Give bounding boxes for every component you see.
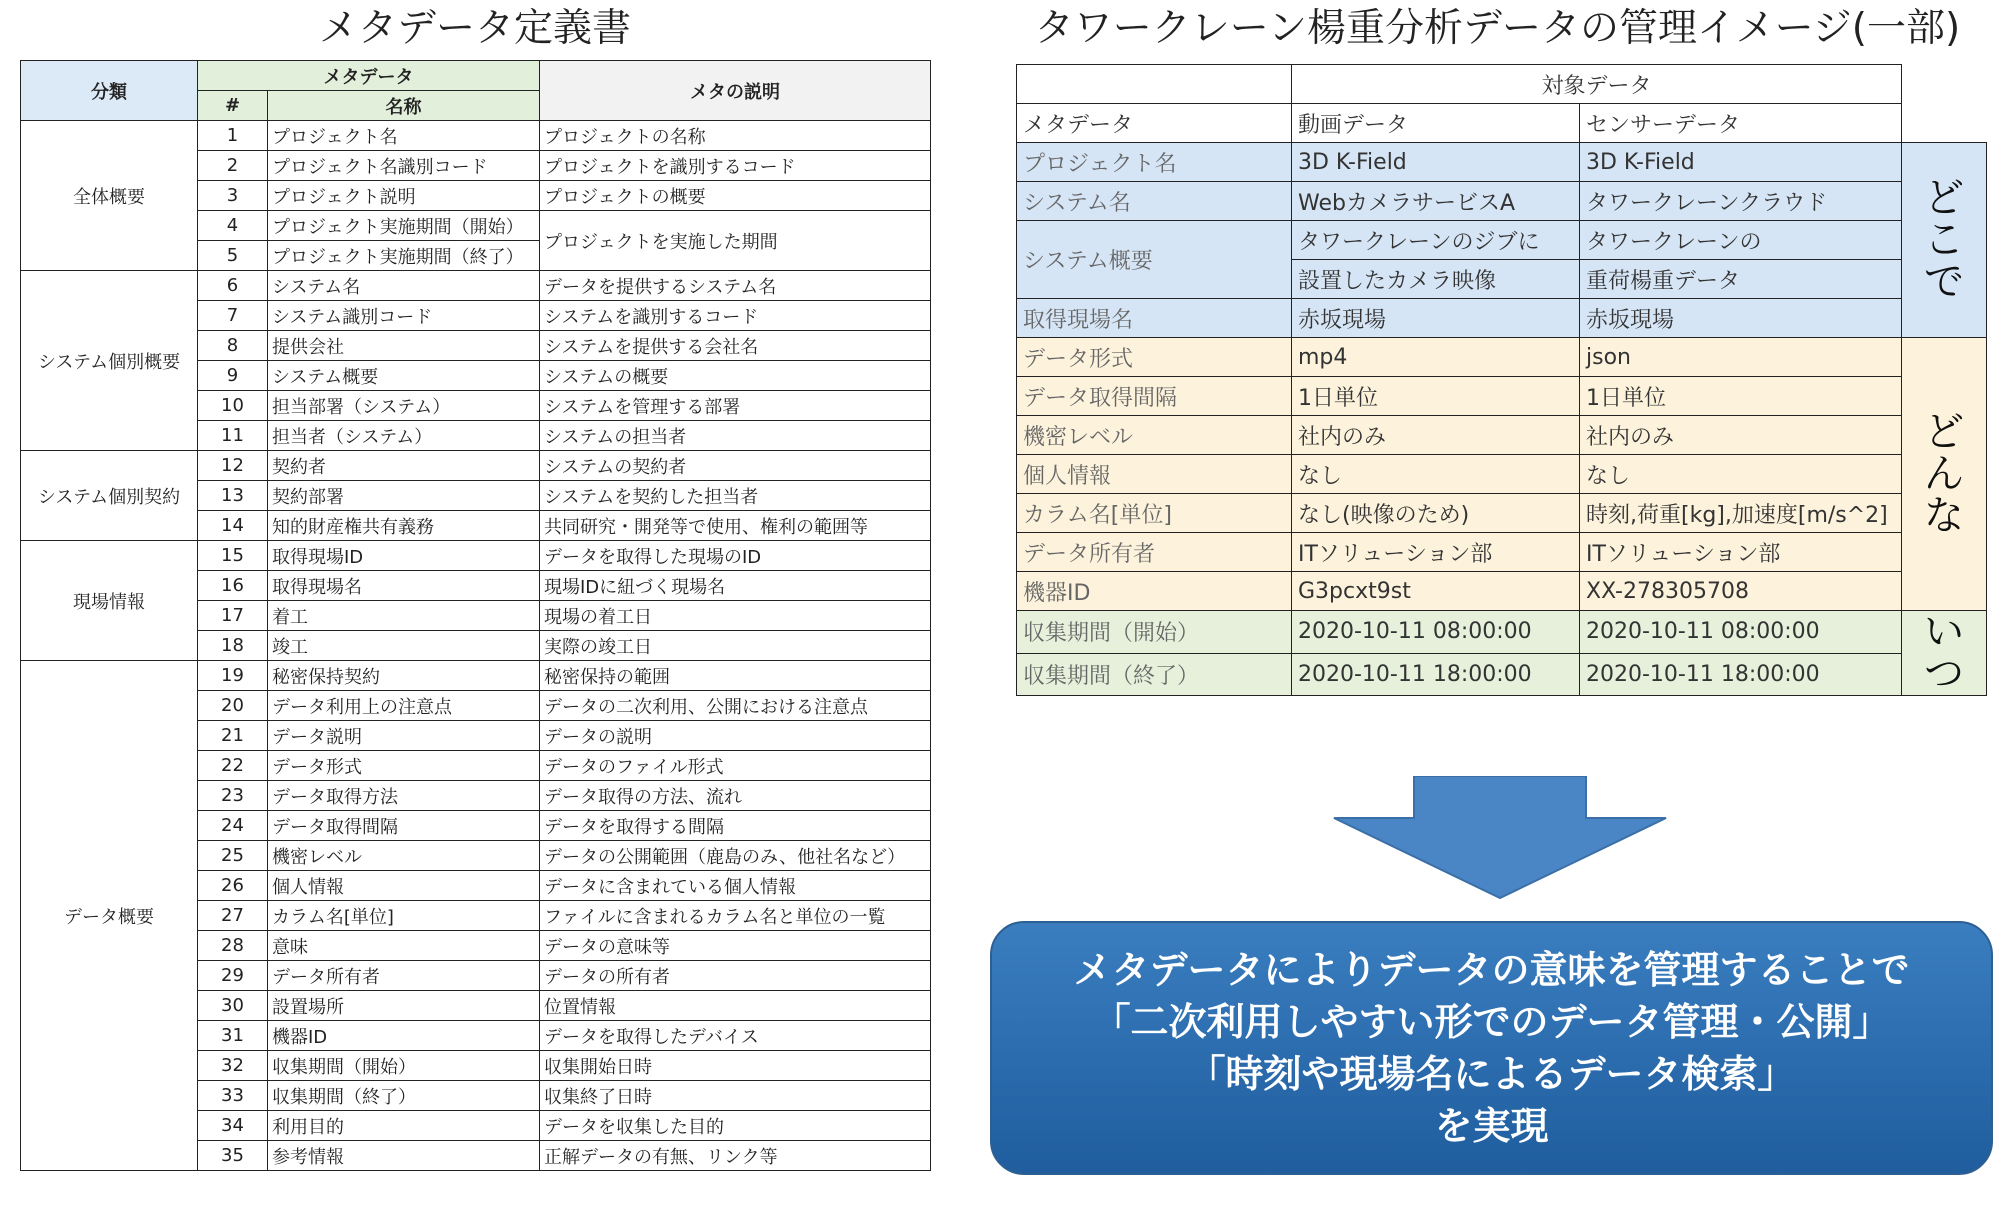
row-number: 23 bbox=[198, 781, 268, 811]
row-number: 17 bbox=[198, 601, 268, 631]
group-label-char: ん bbox=[1924, 451, 1965, 497]
mgmt-sensor-cell: 社内のみ bbox=[1580, 416, 1902, 455]
row-description: データを収集した目的 bbox=[540, 1111, 931, 1141]
row-description: システムを識別するコード bbox=[540, 301, 931, 331]
mgmt-sensor-cell: json bbox=[1580, 338, 1902, 377]
group-label-char: ど bbox=[1924, 175, 1965, 221]
row-description: データの二次利用、公開における注意点 bbox=[540, 691, 931, 721]
mgmt-sensor-cell: 重荷楊重データ bbox=[1580, 260, 1902, 299]
row-name: 参考情報 bbox=[268, 1141, 540, 1171]
row-number: 19 bbox=[198, 661, 268, 691]
row-name: プロジェクト名識別コード bbox=[268, 151, 540, 181]
row-description: 秘密保持の範囲 bbox=[540, 661, 931, 691]
mgmt-meta-cell: 機器ID bbox=[1017, 572, 1292, 611]
row-description: ファイルに含まれるカラム名と単位の一覧 bbox=[540, 901, 931, 931]
row-number: 18 bbox=[198, 631, 268, 661]
row-name: 着工 bbox=[268, 601, 540, 631]
row-name: 収集期間（開始） bbox=[268, 1051, 540, 1081]
left-title: メタデータ定義書 bbox=[318, 6, 631, 51]
mgmt-col-video: 動画データ bbox=[1292, 104, 1580, 143]
header-name: 名称 bbox=[268, 91, 540, 121]
summary-box bbox=[990, 921, 1993, 1175]
mgmt-meta-cell: 個人情報 bbox=[1017, 455, 1292, 494]
mgmt-video-cell: ITソリューション部 bbox=[1292, 533, 1580, 572]
mgmt-corner-cell bbox=[1017, 65, 1292, 104]
row-name: データ説明 bbox=[268, 721, 540, 751]
row-name: 収集期間（終了） bbox=[268, 1081, 540, 1111]
mgmt-meta-cell: データ形式 bbox=[1017, 338, 1292, 377]
mgmt-sensor-cell: 赤坂現場 bbox=[1580, 299, 1902, 338]
row-number: 15 bbox=[198, 541, 268, 571]
table-row bbox=[1017, 182, 1987, 221]
mgmt-video-cell: 2020-10-11 08:00:00 bbox=[1292, 611, 1580, 654]
mgmt-video-cell: なし bbox=[1292, 455, 1580, 494]
mgmt-meta-cell: カラム名[単位] bbox=[1017, 494, 1292, 533]
row-description: システムの担当者 bbox=[540, 421, 931, 451]
table-row bbox=[1017, 455, 1987, 494]
row-number: 31 bbox=[198, 1021, 268, 1051]
table-row bbox=[1017, 611, 1987, 654]
mgmt-video-cell: 社内のみ bbox=[1292, 416, 1580, 455]
group-label-char: で bbox=[1924, 259, 1965, 305]
row-number: 3 bbox=[198, 181, 268, 211]
group-label-char: つ bbox=[1924, 651, 1965, 696]
table-row bbox=[21, 121, 931, 151]
row-number: 32 bbox=[198, 1051, 268, 1081]
summary-line-4: を実現 bbox=[1434, 1104, 1549, 1148]
table-row bbox=[21, 541, 931, 571]
row-name: 提供会社 bbox=[268, 331, 540, 361]
table-row bbox=[1017, 494, 1987, 533]
row-description: 現場の着工日 bbox=[540, 601, 931, 631]
row-name: プロジェクト名 bbox=[268, 121, 540, 151]
row-number: 6 bbox=[198, 271, 268, 301]
table-row bbox=[1017, 377, 1987, 416]
mgmt-meta-cell: システム名 bbox=[1017, 182, 1292, 221]
header-number: # bbox=[198, 91, 268, 121]
mgmt-video-cell: 設置したカメラ映像 bbox=[1292, 260, 1580, 299]
row-name: データ取得方法 bbox=[268, 781, 540, 811]
row-name: 担当部署（システム） bbox=[268, 391, 540, 421]
row-number: 35 bbox=[198, 1141, 268, 1171]
row-name: システム識別コード bbox=[268, 301, 540, 331]
header-description: メタの説明 bbox=[540, 61, 931, 121]
row-number: 34 bbox=[198, 1111, 268, 1141]
management-rows bbox=[1017, 143, 1987, 696]
table-row bbox=[1017, 572, 1987, 611]
table-row bbox=[1017, 299, 1987, 338]
mgmt-meta-cell: 収集期間（開始） bbox=[1017, 611, 1292, 654]
table-row bbox=[1017, 416, 1987, 455]
mgmt-meta-cell: プロジェクト名 bbox=[1017, 143, 1292, 182]
mgmt-sensor-cell: タワークレーンクラウド bbox=[1580, 182, 1902, 221]
mgmt-video-cell: 赤坂現場 bbox=[1292, 299, 1580, 338]
row-description: 収集開始日時 bbox=[540, 1051, 931, 1081]
row-number: 13 bbox=[198, 481, 268, 511]
row-description: データを提供するシステム名 bbox=[540, 271, 931, 301]
table-row bbox=[1017, 143, 1987, 182]
group-label-blue bbox=[1902, 143, 1987, 338]
mgmt-sensor-cell: なし bbox=[1580, 455, 1902, 494]
row-description: 収集終了日時 bbox=[540, 1081, 931, 1111]
row-name: 竣工 bbox=[268, 631, 540, 661]
row-number: 30 bbox=[198, 991, 268, 1021]
row-name: 契約者 bbox=[268, 451, 540, 481]
row-number: 7 bbox=[198, 301, 268, 331]
row-description: プロジェクトを識別するコード bbox=[540, 151, 931, 181]
table-row bbox=[1017, 653, 1987, 696]
row-description: 位置情報 bbox=[540, 991, 931, 1021]
row-number: 27 bbox=[198, 901, 268, 931]
mgmt-video-cell: 1日単位 bbox=[1292, 377, 1580, 416]
metadata-rows bbox=[21, 121, 931, 1171]
category-cell: システム個別概要 bbox=[21, 271, 198, 451]
row-description: データ取得の方法、流れ bbox=[540, 781, 931, 811]
row-description: データの公開範囲（鹿島のみ、他社名など） bbox=[540, 841, 931, 871]
row-number: 24 bbox=[198, 811, 268, 841]
row-name: 知的財産権共有義務 bbox=[268, 511, 540, 541]
row-number: 9 bbox=[198, 361, 268, 391]
summary-line-1: メタデータによりデータの意味を管理することで bbox=[1073, 948, 1910, 992]
group-label-char: こ bbox=[1924, 217, 1965, 263]
mgmt-video-cell: 3D K-Field bbox=[1292, 143, 1580, 182]
right-title: タワークレーン楊重分析データの管理イメージ(一部) bbox=[1034, 6, 1961, 51]
mgmt-col-meta: メタデータ bbox=[1017, 104, 1292, 143]
header-metadata: メタデータ bbox=[198, 61, 540, 91]
row-description: プロジェクトの概要 bbox=[540, 181, 931, 211]
row-name: 機密レベル bbox=[268, 841, 540, 871]
table-row bbox=[21, 451, 931, 481]
row-description: 現場IDに紐づく現場名 bbox=[540, 571, 931, 601]
row-description: データの意味等 bbox=[540, 931, 931, 961]
category-cell: 全体概要 bbox=[21, 121, 198, 271]
row-name: カラム名[単位] bbox=[268, 901, 540, 931]
table-row bbox=[1017, 338, 1987, 377]
row-name: データ利用上の注意点 bbox=[268, 691, 540, 721]
mgmt-sensor-cell: XX-278305708 bbox=[1580, 572, 1902, 611]
row-number: 8 bbox=[198, 331, 268, 361]
row-name: 取得現場ID bbox=[268, 541, 540, 571]
row-name: 秘密保持契約 bbox=[268, 661, 540, 691]
table-row bbox=[21, 271, 931, 301]
mgmt-video-cell: mp4 bbox=[1292, 338, 1580, 377]
group-label-char: い bbox=[1924, 610, 1965, 655]
row-description: 共同研究・開発等で使用、権利の範囲等 bbox=[540, 511, 931, 541]
mgmt-target-header: 対象データ bbox=[1292, 65, 1902, 104]
row-description: データを取得した現場のID bbox=[540, 541, 931, 571]
row-description: システムの契約者 bbox=[540, 451, 931, 481]
category-cell: システム個別契約 bbox=[21, 451, 198, 541]
row-description: プロジェクトの名称 bbox=[540, 121, 931, 151]
row-number: 12 bbox=[198, 451, 268, 481]
category-cell: 現場情報 bbox=[21, 541, 198, 661]
group-label-yellow bbox=[1902, 338, 1987, 611]
management-image-table bbox=[1016, 64, 1987, 696]
row-name: データ形式 bbox=[268, 751, 540, 781]
mgmt-video-cell: タワークレーンのジブに bbox=[1292, 221, 1580, 260]
row-description: データの説明 bbox=[540, 721, 931, 751]
row-description: システムを契約した担当者 bbox=[540, 481, 931, 511]
mgmt-sensor-cell: 時刻,荷重[kg],加速度[m/s^2] bbox=[1580, 494, 1902, 533]
row-name: 契約部署 bbox=[268, 481, 540, 511]
summary-line-3: 「時刻や現場名によるデータ検索」 bbox=[1187, 1052, 1796, 1096]
metadata-definition-table bbox=[20, 60, 931, 1171]
row-number: 14 bbox=[198, 511, 268, 541]
mgmt-meta-cell: 機密レベル bbox=[1017, 416, 1292, 455]
row-name: 機器ID bbox=[268, 1021, 540, 1051]
row-name: プロジェクト実施期間（終了） bbox=[268, 241, 540, 271]
row-number: 29 bbox=[198, 961, 268, 991]
mgmt-video-cell: WebカメラサービスA bbox=[1292, 182, 1580, 221]
table-row bbox=[21, 661, 931, 691]
row-description: データを取得する間隔 bbox=[540, 811, 931, 841]
mgmt-video-cell: G3pcxt9st bbox=[1292, 572, 1580, 611]
header-category: 分類 bbox=[21, 61, 198, 121]
row-name: プロジェクト説明 bbox=[268, 181, 540, 211]
mgmt-col-sensor: センサーデータ bbox=[1580, 104, 1902, 143]
row-description: システムを管理する部署 bbox=[540, 391, 931, 421]
mgmt-meta-cell: データ取得間隔 bbox=[1017, 377, 1292, 416]
row-name: 個人情報 bbox=[268, 871, 540, 901]
row-number: 16 bbox=[198, 571, 268, 601]
mgmt-sensor-cell: ITソリューション部 bbox=[1580, 533, 1902, 572]
row-number: 22 bbox=[198, 751, 268, 781]
row-number: 26 bbox=[198, 871, 268, 901]
row-number: 33 bbox=[198, 1081, 268, 1111]
row-name: 意味 bbox=[268, 931, 540, 961]
row-number: 11 bbox=[198, 421, 268, 451]
row-name: システム名 bbox=[268, 271, 540, 301]
row-description: データのファイル形式 bbox=[540, 751, 931, 781]
row-number: 5 bbox=[198, 241, 268, 271]
row-name: 設置場所 bbox=[268, 991, 540, 1021]
group-label-green bbox=[1902, 611, 1987, 696]
row-description: データの所有者 bbox=[540, 961, 931, 991]
row-description: データを取得したデバイス bbox=[540, 1021, 931, 1051]
row-name: 利用目的 bbox=[268, 1111, 540, 1141]
mgmt-sensor-cell: タワークレーンの bbox=[1580, 221, 1902, 260]
row-description: 実際の竣工日 bbox=[540, 631, 931, 661]
table-row bbox=[1017, 533, 1987, 572]
mgmt-sensor-cell: 2020-10-11 18:00:00 bbox=[1580, 653, 1902, 696]
mgmt-meta-cell: データ所有者 bbox=[1017, 533, 1292, 572]
row-name: 担当者（システム） bbox=[268, 421, 540, 451]
table-row bbox=[1017, 221, 1987, 260]
mgmt-meta-cell: システム概要 bbox=[1017, 221, 1292, 299]
row-number: 20 bbox=[198, 691, 268, 721]
mgmt-sensor-cell: 2020-10-11 08:00:00 bbox=[1580, 611, 1902, 654]
summary-line-2: 「二次利用しやすい形でのデータ管理・公開」 bbox=[1092, 1000, 1891, 1044]
mgmt-meta-cell: 取得現場名 bbox=[1017, 299, 1292, 338]
mgmt-sensor-cell: 1日単位 bbox=[1580, 377, 1902, 416]
row-description: 正解データの有無、リンク等 bbox=[540, 1141, 931, 1171]
category-cell: データ概要 bbox=[21, 661, 198, 1171]
row-number: 25 bbox=[198, 841, 268, 871]
group-label-char: ど bbox=[1924, 409, 1965, 455]
row-number: 21 bbox=[198, 721, 268, 751]
mgmt-video-cell: 2020-10-11 18:00:00 bbox=[1292, 653, 1580, 696]
row-name: プロジェクト実施期間（開始） bbox=[268, 211, 540, 241]
row-number: 1 bbox=[198, 121, 268, 151]
row-number: 10 bbox=[198, 391, 268, 421]
row-description: プロジェクトを実施した期間 bbox=[540, 211, 931, 271]
row-name: データ取得間隔 bbox=[268, 811, 540, 841]
row-name: データ所有者 bbox=[268, 961, 540, 991]
down-arrow-icon bbox=[1330, 776, 1670, 900]
mgmt-video-cell: なし(映像のため) bbox=[1292, 494, 1580, 533]
row-description: システムの概要 bbox=[540, 361, 931, 391]
row-number: 28 bbox=[198, 931, 268, 961]
group-label-char: な bbox=[1924, 493, 1965, 539]
row-name: 取得現場名 bbox=[268, 571, 540, 601]
mgmt-sensor-cell: 3D K-Field bbox=[1580, 143, 1902, 182]
row-description: データに含まれている個人情報 bbox=[540, 871, 931, 901]
mgmt-meta-cell: 収集期間（終了） bbox=[1017, 653, 1292, 696]
row-description: システムを提供する会社名 bbox=[540, 331, 931, 361]
row-number: 2 bbox=[198, 151, 268, 181]
row-name: システム概要 bbox=[268, 361, 540, 391]
row-number: 4 bbox=[198, 211, 268, 241]
